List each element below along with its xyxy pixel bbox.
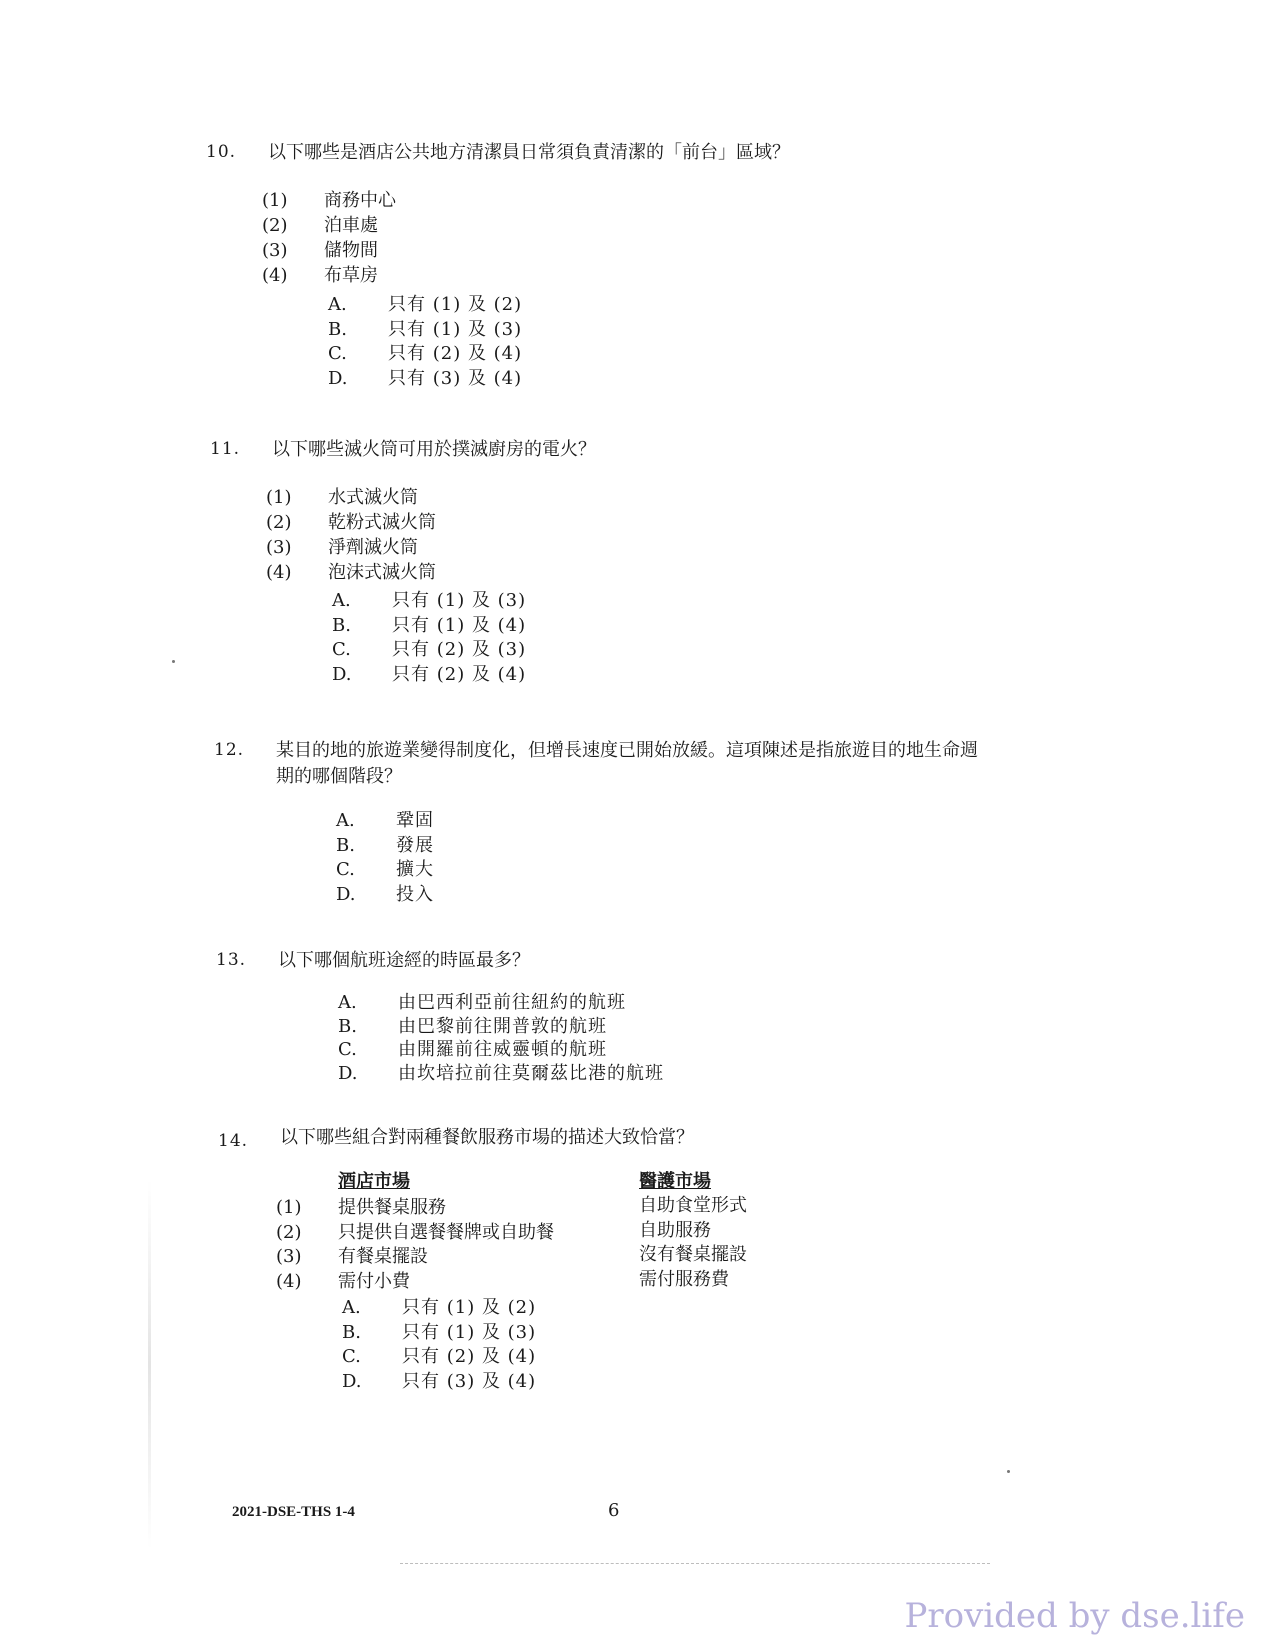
question-text: 以下哪個航班途經的時區最多？: [278, 950, 530, 971]
question-number: 12.: [214, 740, 245, 760]
question-text: 某目的地的旅遊業變得制度化，但增長速度已開始放緩。這項陳述是指旅遊目的地生命週: [276, 740, 978, 761]
question-10: 10. 以下哪些是酒店公共地方清潔員日常須負責清潔的「前台」區域？ (1) 商務中心 (2) 泊車處 (3) 儲物間 (4) 布草房 A. 只有 (1) 及 (2) B. 只有 (1) 及 (3) C. 只有 (2) 及 (4) D. 只有 (3) 及 (4): [206, 140, 1106, 400]
question-12: 12. 某目的地的旅遊業變得制度化，但增長速度已開始放緩。這項陳述是指旅遊目的地生命週 期的哪個階段？ A. 鞏固 B. 發展 C. 擴大 D. 投入: [214, 738, 1114, 918]
column-header-healthcare-market: 醫護市場: [639, 1171, 711, 1192]
page-number: 6: [608, 1500, 620, 1521]
question-text-continued: 期的哪個階段？: [276, 766, 402, 787]
question-11: 11. 以下哪些滅火筒可用於撲滅廚房的電火？ (1) 水式滅火筒 (2) 乾粉式滅火筒 (3) 淨劑滅火筒 (4) 泡沫式滅火筒 A. 只有 (1) 及 (3) B. 只有 (1) 及 (4) C. 只有 (2) 及 (3) D. 只有 (2) 及 (4): [210, 437, 1110, 697]
paper-code: 2021-DSE-THS 1-4: [232, 1504, 355, 1520]
column-header-hotel-market: 酒店市場: [338, 1171, 410, 1192]
question-14: 14. 以下哪些組合對兩種餐飲服務市場的描述大致恰當？ 酒店市場 醫護市場 (1) 提供餐桌服務 (2) 只提供自選餐餐牌或自助餐 (3) 有餐桌擺設 (4) 需付小費 自助食堂形式 自助服務 沒有餐桌擺設 需付服務費 A. 只有 (1) 及 (2) B. 只有 (1) 及 (3) C. 只有 (2) 及 (4) D. 只有 (3) 及 (4): [218, 1125, 1118, 1405]
question-13: 13. 以下哪個航班途經的時區最多？ A. 由巴西利亞前往紐約的航班 B. 由巴黎前往開普敦的航班 C. 由開羅前往威靈頓的航班 D. 由坎培拉前往莫爾茲比港的航班: [216, 948, 1116, 1098]
question-text: 以下哪些是酒店公共地方清潔員日常須負責清潔的「前台」區域？: [268, 142, 790, 163]
question-text: 以下哪些滅火筒可用於撲滅廚房的電火？: [272, 439, 596, 460]
scan-speck: [172, 660, 175, 663]
question-number: 13.: [216, 950, 247, 970]
question-text: 以下哪些組合對兩種餐飲服務市場的描述大致恰當？: [280, 1127, 694, 1148]
scan-speck: [1007, 1470, 1010, 1473]
watermark: Provided by dse.life: [904, 1596, 1245, 1636]
question-number: 14.: [218, 1131, 249, 1151]
question-number: 10.: [206, 142, 237, 162]
question-number: 11.: [210, 439, 241, 459]
scan-artifact-edge: [148, 1180, 151, 1550]
scan-artifact-line: [400, 1563, 990, 1565]
